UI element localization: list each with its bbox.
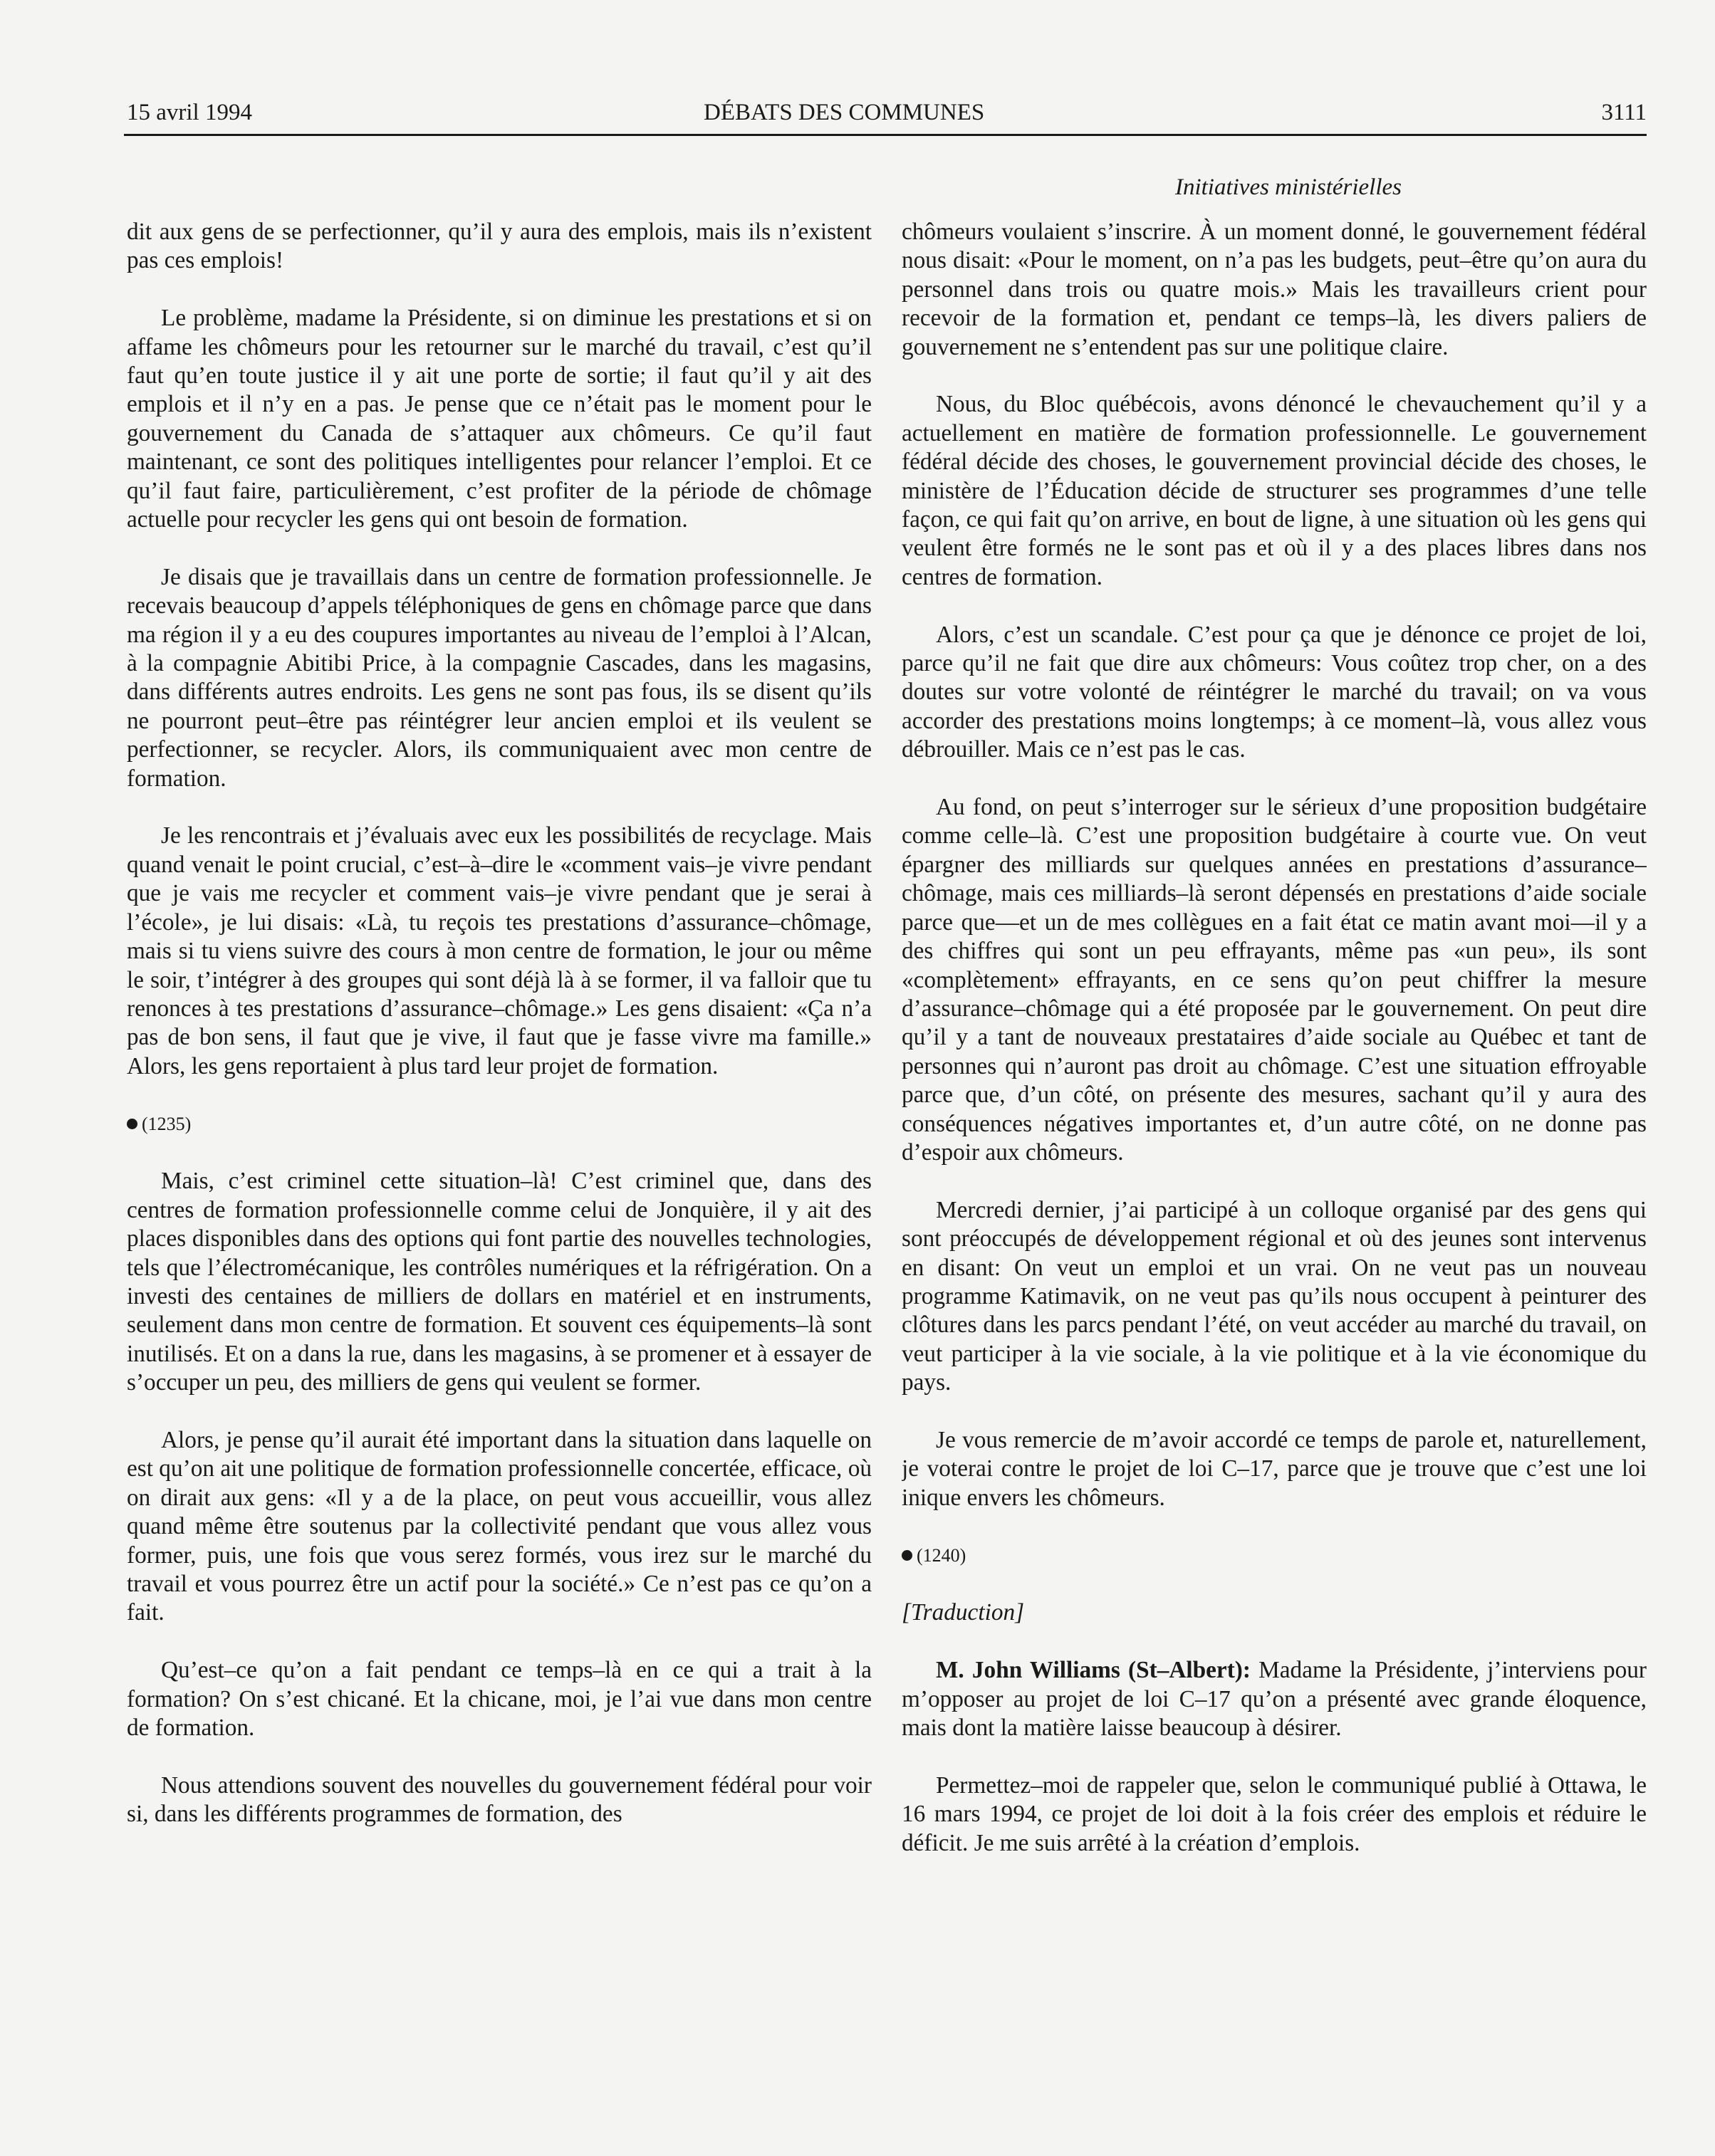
- section-title: Initiatives ministérielles: [1174, 174, 1402, 200]
- paragraph: Permettez–moi de rappeler que, selon le communiqué publié à Ottawa, le 16 mars 1994, ce projet de loi doit à la fois créer des emplois et réduire le déficit. Je me suis arrêté à la création d’emplois.: [902, 1772, 1647, 1856]
- bullet-icon: [902, 1550, 912, 1561]
- paragraph: Le problème, madame la Présidente, si on diminue les prestations et si on affame les chômeurs pour les retourner sur le marché du travail, c’est qu’il faut qu’en toute justice il y ait une porte de sortie; il faut qu’il y ait des emplois et il n’y en a pas. Je pense que ce n’était pas le moment pour le gouvernement du Canada de s’attaquer aux chômeurs. Ce qu’il faut maintenant, ce sont des politiques intelligentes pour relancer l’emploi. Et ce qu’il faut faire, particulièrement, c’est profiter de la période de chômage actuelle pour recycler les gens qui ont besoin de formation.: [127, 305, 872, 533]
- header-page-number: 3111: [1601, 100, 1647, 125]
- header-date: 15 avril 1994: [127, 100, 252, 125]
- bullet-icon: [127, 1119, 137, 1129]
- timestamp-text: (1240): [917, 1544, 966, 1566]
- header-publication: DÉBATS DES COMMUNES: [704, 100, 985, 125]
- paragraph: Alors, c’est un scandale. C’est pour ça que je dénonce ce projet de loi, parce qu’il ne fait que dire aux chômeurs: Vous coûtez trop cher, on a des doutes sur votre volonté de réintégrer le marché du travail; on va vous accorder des prestations moins longtemps; à ce moment–là, vous allez vous débrouiller. Mais ce n’est pas le cas.: [902, 621, 1647, 763]
- paragraph: Qu’est–ce qu’on a fait pendant ce temps–là en ce qui a trait à la formation? On s’est chicané. Et la chicane, moi, je l’ai vue dans mon centre de formation.: [127, 1657, 872, 1742]
- paragraph: Alors, je pense qu’il aurait été important dans la situation dans laquelle on est qu’on ait une politique de formation professionnelle concertée, efficace, où on dirait aux gens: «Il y a de la place, on peut vous accueillir, vous allez quand même être soutenus par la collectivité pendant que vous allez vous former, puis, une fois que vous serez formés, vous irez sur le marché du travail et vous pourrez être un actif pour la société.» Ce n’est pas ce qu’on a fait.: [127, 1426, 872, 1626]
- translation-note: [Traduction]: [902, 1599, 1025, 1626]
- timestamp-text: (1235): [142, 1113, 192, 1134]
- paragraph: Je vous remercie de m’avoir accordé ce temps de parole et, naturellement, je voterai contre le projet de loi C–17, parce que je trouve que c’est une loi inique envers les chômeurs.: [902, 1426, 1647, 1511]
- speaker-paragraph: [902, 1656, 1647, 1742]
- paragraph: Je disais que je travaillais dans un centre de formation professionnelle. Je recevais beaucoup d’appels téléphoniques de gens en chômage parce que dans ma région il y a eu des coupures importantes au niveau de l’emploi à l’Alcan, à la compagnie Abitibi Price, à la compagnie Cascades, dans les magasins, dans différents autres endroits. Les gens ne sont pas fous, ils se disent qu’ils ne pourront peut–être pas réintégrer leur ancien emploi et ils veulent se perfectionner, se recycler. Alors, ils communiquaient avec mon centre de formation.: [127, 563, 872, 792]
- paragraph: Nous attendions souvent des nouvelles du gouvernement fédéral pour voir si, dans les différents programmes de formation, des: [127, 1772, 872, 1828]
- paragraph: dit aux gens de se perfectionner, qu’il y aura des emplois, mais ils n’existent pas ces emplois!: [127, 219, 872, 274]
- paragraph: Je les rencontrais et j’évaluais avec eux les possibilités de recyclage. Mais quand venait le point crucial, c’est–à–dire le «comment vais–je vivre pendant que je vais me recycler et comment vais–je vivre pendant que je serai à l’école», je lui disais: «Là, tu reçois tes prestations d’assurance–chômage, mais si tu viens suivre des cours à mon centre de formation, le jour ou même le soir, t’intégrer à des groupes qui sont déjà là à se former, il va falloir que tu renonces à tes prestations d’assurance–chômage.» Les gens disaient: «Ça n’a pas de bon sens, il faut que je vive, il faut que je fasse vivre ma famille.» Alors, les gens reportaient à plus tard leur projet de formation.: [127, 822, 872, 1079]
- speaker-name: M. John Williams (St–Albert):: [936, 1657, 1251, 1684]
- left-column: [127, 218, 872, 2059]
- paragraph: Mercredi dernier, j’ai participé à un colloque organisé par des gens qui sont préoccupés de développement régional et où des jeunes sont intervenus en disant: On veut un emploi et un vrai. On ne veut pas un nouveau programme Katimavik, on ne veut pas qu’ils nous occupent à peinturer des clôtures dans les parcs pendant l’été, on veut accéder au marché du travail, on veut participer à la vie sociale, à la vie politique et à la vie économique du pays.: [902, 1196, 1647, 1396]
- paragraph: Mais, c’est criminel cette situation–là! C’est criminel que, dans des centres de formation professionnelle comme celui de Jonquière, il y ait des places disponibles dans des options qui font partie des nouvelles technologies, tels que l’électromécanique, les contrôles numériques et la réfrigération. On a investi des centaines de milliers de dollars en matériel et en instruments, seulement dans mon centre de formation. Et souvent ces équipements–là sont inutilisés. Et on a dans la rue, dans les magasins, à se promener et à essayer de s’occuper un peu, des milliers de gens qui veulent se former.: [127, 1168, 872, 1396]
- paragraph: Au fond, on peut s’interroger sur le sérieux d’une proposition budgétaire comme celle–là. C’est une proposition budgétaire à courte vue. On veut épargner des milliards sur quelques années en prestations d’assurance–chômage, mais ces milliards–là seront dépensés en prestations d’aide sociale parce que—et un de mes collègues en a fait état ce matin avant moi—il y a des chiffres qui sont un peu effrayants, même pas «un peu», ils sont «complètement» effrayants, en ce sens qu’on peut chiffrer la mesure d’assurance–chômage qui a été proposée par le gouvernement. On peut dire qu’il y a tant de nouveaux prestataires d’aide sociale au Québec et tant de personnes qui n’auront pas droit au chômage. C’est une situation effroyable parce que, d’un côté, on présente des mesures, sachant qu’il y aura des conséquences négatives importantes et, d’un autre côté, on ne donne pas d’espoir aux chômeurs.: [902, 794, 1647, 1166]
- timestamp: [127, 1110, 872, 1139]
- paragraph: Nous, du Bloc québécois, avons dénoncé le chevauchement qu’il y a actuellement en matière de formation professionnelle. Le gouvernement fédéral décide des choses, le gouvernement provincial décide des choses, le ministère de l’Éducation décide de structurer ses programmes d’une telle façon, ce qui fait qu’on arrive, en bout de ligne, à une situation où les gens qui veulent être formés ne le sont pas et où il y a des places libres dans nos centres de formation.: [902, 391, 1647, 590]
- speaker-text: Madame la Présidente, j’interviens pour m’opposer au projet de loi C–17 qu’on a présenté avec grande éloquence, mais dont la matière laisse beaucoup à désirer.: [902, 1657, 1647, 1741]
- header-rule: [124, 134, 1647, 136]
- right-column: [902, 218, 1647, 2059]
- paragraph: chômeurs voulaient s’inscrire. À un moment donné, le gouvernement fédéral nous disait: «Pour le moment, on n’a pas les budgets, peut–être qu’on aura du personnel dans trois ou quatre mois.» Mais les travailleurs crient pour recevoir de la formation et, pendant ce temps–là, les divers paliers de gouvernement ne s’entendent pas sur une politique claire.: [902, 219, 1647, 360]
- timestamp: [902, 1542, 1647, 1570]
